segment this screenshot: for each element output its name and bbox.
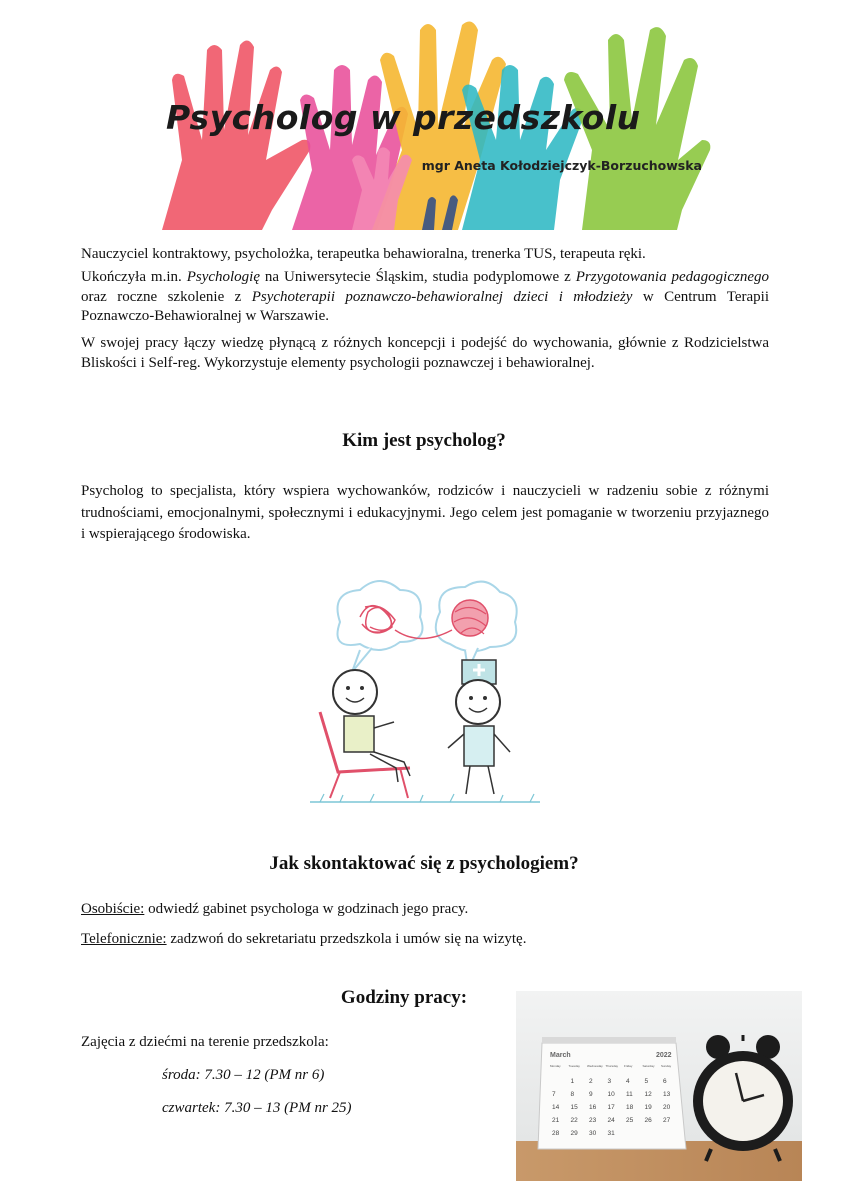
intro-qualifications: Nauczyciel kontraktowy, psycholożka, terapeutka behawioralna, trenerka TUS, terapeuta ręki. <box>81 246 646 262</box>
calendar-date: 16 <box>589 1104 597 1111</box>
calendar-date: 3 <box>607 1078 612 1085</box>
calendar-date: 17 <box>607 1104 615 1111</box>
calendar-year: 2022 <box>656 1052 672 1059</box>
therapy-illustration <box>300 572 550 810</box>
calendar-date: 14 <box>552 1104 560 1111</box>
calendar-date: 2 <box>589 1078 593 1085</box>
calendar-date: 10 <box>607 1091 615 1098</box>
header-banner <box>162 10 712 230</box>
calendar-date: 28 <box>552 1130 560 1137</box>
calendar-date: 24 <box>607 1117 615 1124</box>
calendar-date: 19 <box>644 1104 652 1111</box>
calendar-day-label: Sunday <box>661 1064 672 1068</box>
calendar-date: 27 <box>663 1117 671 1124</box>
contact-personal-label: Osobiście: <box>81 901 145 917</box>
heading-working-hours: Godziny pracy: <box>340 987 468 1008</box>
calendar-date: 12 <box>644 1091 652 1098</box>
calendar-date: 22 <box>570 1117 578 1124</box>
banner-title: Psycholog w przedszkolu <box>166 98 641 137</box>
hours-intro: Zajęcia z dziećmi na terenie przedszkola: <box>81 1034 329 1050</box>
intro-education: Ukończyła m.in. Psychologię na Uniwersytecie Śląskim, studia podyplomowe z Przygotowania pedagogicznego oraz roczne szkolenie z Psychoterapii poznawczo-behawioralnej dzieci i młodzieży w Centrum Terapii Poznawczo-Behawioralnej w Warszawie. <box>81 269 769 324</box>
calendar-date: 13 <box>663 1091 671 1098</box>
intro-approach: W swojej pracy łączy wiedzę płynącą z różnych koncepcji i podejść do wychowania, głównie z Rodzicielstwa Bliskości i Self-reg. Wykorzystuje elementy psychologii poznawczej i behawioralnej. <box>81 335 769 371</box>
calendar-date: 25 <box>626 1117 634 1124</box>
calendar-date: 7 <box>552 1091 556 1098</box>
calendar-day-label: Wednesday <box>587 1064 603 1068</box>
calendar-date: 9 <box>589 1091 593 1098</box>
calendar-day-label: Tuesday <box>568 1064 580 1068</box>
calendar-date: 15 <box>570 1104 578 1111</box>
calendar-date: 4 <box>626 1078 630 1085</box>
calendar-day-label: Thursday <box>605 1064 619 1068</box>
calendar-month: March <box>550 1052 571 1059</box>
calendar-clock-photo <box>516 991 802 1181</box>
contact-phone: Telefonicznie: zadzwoń do sekretariatu przedszkola i umów się na wizytę. <box>81 931 527 947</box>
heading-contact: Jak skontaktować się z psychologiem? <box>269 853 579 874</box>
calendar-date: 26 <box>644 1117 652 1124</box>
calendar-date: 23 <box>589 1117 597 1124</box>
heading-who-is-psychologist: Kim jest psycholog? <box>342 430 506 451</box>
calendar-date: 11 <box>626 1091 633 1098</box>
calendar-date: 6 <box>663 1078 667 1085</box>
contact-personal: Osobiście: odwiedź gabinet psychologa w godzinach jego pracy. <box>81 901 469 917</box>
calendar-date: 5 <box>644 1078 649 1085</box>
hours-thursday: czwartek: 7.30 – 13 (PM nr 25) <box>162 1100 352 1116</box>
contact-phone-label: Telefonicznie: <box>81 931 167 947</box>
calendar-date: 29 <box>570 1130 578 1137</box>
hours-wednesday: środa: 7.30 – 12 (PM nr 6) <box>162 1067 325 1083</box>
who-description: Psycholog to specjalista, który wspiera wychowanków, rodziców i nauczycieli w radzeniu sobie z różnymi trudnościami, emocjonalnymi, społecznymi i edukacyjnymi. Jego celem jest pomaganie w tworzeniu przyjaznego i wspierającego środowiska. <box>81 483 769 542</box>
calendar-day-label: Monday <box>550 1064 561 1068</box>
calendar-day-label: Saturday <box>642 1064 655 1068</box>
calendar-date: 31 <box>607 1130 615 1137</box>
calendar-date: 21 <box>552 1117 560 1124</box>
calendar-date: 18 <box>626 1104 634 1111</box>
calendar-date: 1 <box>570 1078 575 1085</box>
calendar-date: 20 <box>663 1104 671 1111</box>
calendar-date: 8 <box>570 1091 575 1098</box>
calendar-date: 30 <box>589 1130 597 1137</box>
banner-author: mgr Aneta Kołodziejczyk-Borzuchowska <box>421 158 702 173</box>
calendar-day-label: Friday <box>624 1064 633 1068</box>
